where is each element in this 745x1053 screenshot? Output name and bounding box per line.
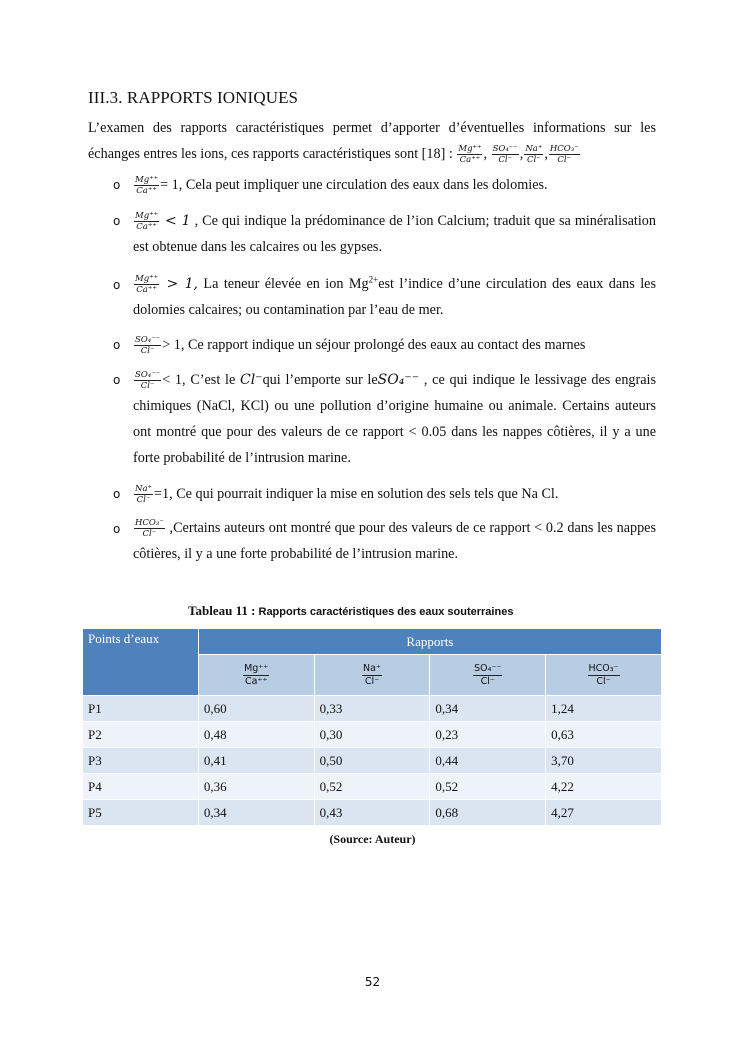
ratio-mg-ca: $\frac{Mg^{++}}{Ca^{++}}$ (135, 175, 159, 197)
header-ratio-hco3-cl: $\frac{\text{HCO₃⁻}}{Cl^-}$ (546, 655, 662, 696)
bullet-marker: o (113, 373, 121, 387)
section-heading: III.3. RAPPORTS IONIQUES (88, 88, 299, 107)
bullet-marker: o (113, 214, 121, 228)
intro-ratio-so4-cl: $\frac{\text{SO₄⁻⁻}}{Cl^-}$ (492, 144, 518, 166)
bullet-item-7: $\frac{\text{HCO₃⁻}}{Cl^-}$ ,Certains auteurs ont montré que pour des valeurs de ce rapport < 0.2 dans les nappes côtières, il y a une forte probabilité de l’intrusion marine. (133, 518, 656, 562)
intro-ratio-na-cl: $\frac{Na^+}{Cl^-}$ (525, 144, 543, 166)
table-row: P3 0,41 0,50 0,44 3,70 (83, 748, 662, 774)
ratio-so4-cl: $\frac{\text{SO₄⁻⁻}}{Cl^-}$ (135, 335, 161, 357)
table-source: (Source: Auteur) (329, 832, 416, 846)
bullet-marker: o (113, 178, 121, 192)
bullet-item-4: $\frac{\text{SO₄⁻⁻}}{Cl^-}$ > 1, Ce rapport indique un séjour prolongé des eaux au contact des marnes (135, 335, 586, 357)
bullet-item-6: $\frac{Na^+}{Cl^-}$ =1, Ce qui pourrait indiquer la mise en solution des sels tels que Na Cl. (135, 484, 559, 506)
header-ratio-mg-ca: $\frac{Mg^{++}}{Ca^{++}}$ (198, 655, 314, 696)
header-points-deaux: Points d’eaux (83, 629, 199, 696)
bullet-marker: o (113, 338, 121, 352)
intro-ratio-hco3-cl: $\frac{\text{HCO₃⁻}}{Cl^-}$ (549, 144, 579, 166)
table-caption: Tableau 11 : Rapports caractéristiques des eaux souterraines (188, 603, 514, 618)
ratio-hco3-cl: $\frac{\text{HCO₃⁻}}{Cl^-}$ (135, 518, 164, 540)
ratio-na-cl: $\frac{Na^+}{Cl^-}$ (135, 484, 152, 506)
ratio-mg-ca: $\frac{Mg^{++}}{Ca^{++}}$ (135, 211, 159, 233)
header-ratio-na-cl: $\frac{Na^+}{Cl^-}$ (314, 655, 430, 696)
header-ratio-so4-cl: $\frac{\text{SO₄⁻⁻}}{Cl^-}$ (430, 655, 546, 696)
intro-text: L’examen des rapports caractéristiques permet d’apporter d’éventuelles informations sur les échanges entres les ions, ces rapports caractéristiques sont [18] : (88, 120, 656, 162)
bullet-marker: o (113, 522, 121, 536)
bullet-marker: o (113, 487, 121, 501)
page-number: 52 (364, 975, 381, 989)
table-row: P5 0,34 0,43 0,68 4,27 (83, 800, 662, 826)
table-row: P2 0,48 0,30 0,23 0,63 (83, 722, 662, 748)
table-row: P1 0,60 0,33 0,34 1,24 (83, 696, 662, 722)
header-rapports: Rapports (198, 629, 661, 655)
bullet-item-2: $\frac{Mg^{++}}{Ca^{++}}$ < 1 , Ce qui indique la prédominance de l’ion Calcium; traduit que sa minéralisation est obtenue dans les calcaires ou les gypses. (133, 211, 656, 255)
bullet-marker: o (113, 278, 121, 292)
ratio-so4-cl: $\frac{\text{SO₄⁻⁻}}{Cl^-}$ (135, 370, 161, 392)
ratios-table (82, 628, 662, 826)
bullet-item-5: $\frac{\text{SO₄⁻⁻}}{Cl^-}$ < 1, C’est le Cl⁻qui l’emporte sur leSO₄⁻⁻ , ce qui indique le lessivage des engrais chimiques (NaCl, KCl) ou une pollution d’origine humaine ou animale. Certains auteurs ont montré que pour des valeurs de ce rapport < 0.05 dans les nappes côtières, il y a une forte probabilité de l’intrusion marine. (133, 370, 656, 466)
bullet-item-3: $\frac{Mg^{++}}{Ca^{++}}$ > 1, La teneur élevée en ion $Mg^{2+}est$ l’indice d’une circulation des eaux dans les dolomies calcaires; ou contamination par l’eau de mer. (133, 274, 656, 318)
bullet-item-1: $\frac{Mg^{++}}{Ca^{++}}$ = 1, Cela peut impliquer une circulation des eaux dans les dolomies. (135, 175, 548, 197)
table-row: P4 0,36 0,52 0,52 4,22 (83, 774, 662, 800)
intro-paragraph: L’examen des rapports caractéristiques permet d’apporter d’éventuelles informations sur les échanges entres les ions, ces rapports caractéristiques sont [18] : $\frac{Mg^{++}}{Ca^{++}}$ , $\frac{\text{SO₄⁻⁻}}{Cl^-}$ , $\frac{Na^+}{Cl^-}$ , $\frac{\text{HCO₃⁻}}{Cl^-}$ (88, 120, 656, 166)
intro-ratio-mg-ca: $\frac{Mg^{++}}{Ca^{++}}$ (458, 144, 482, 166)
ratio-mg-ca: $\frac{Mg^{++}}{Ca^{++}}$ (135, 274, 159, 296)
